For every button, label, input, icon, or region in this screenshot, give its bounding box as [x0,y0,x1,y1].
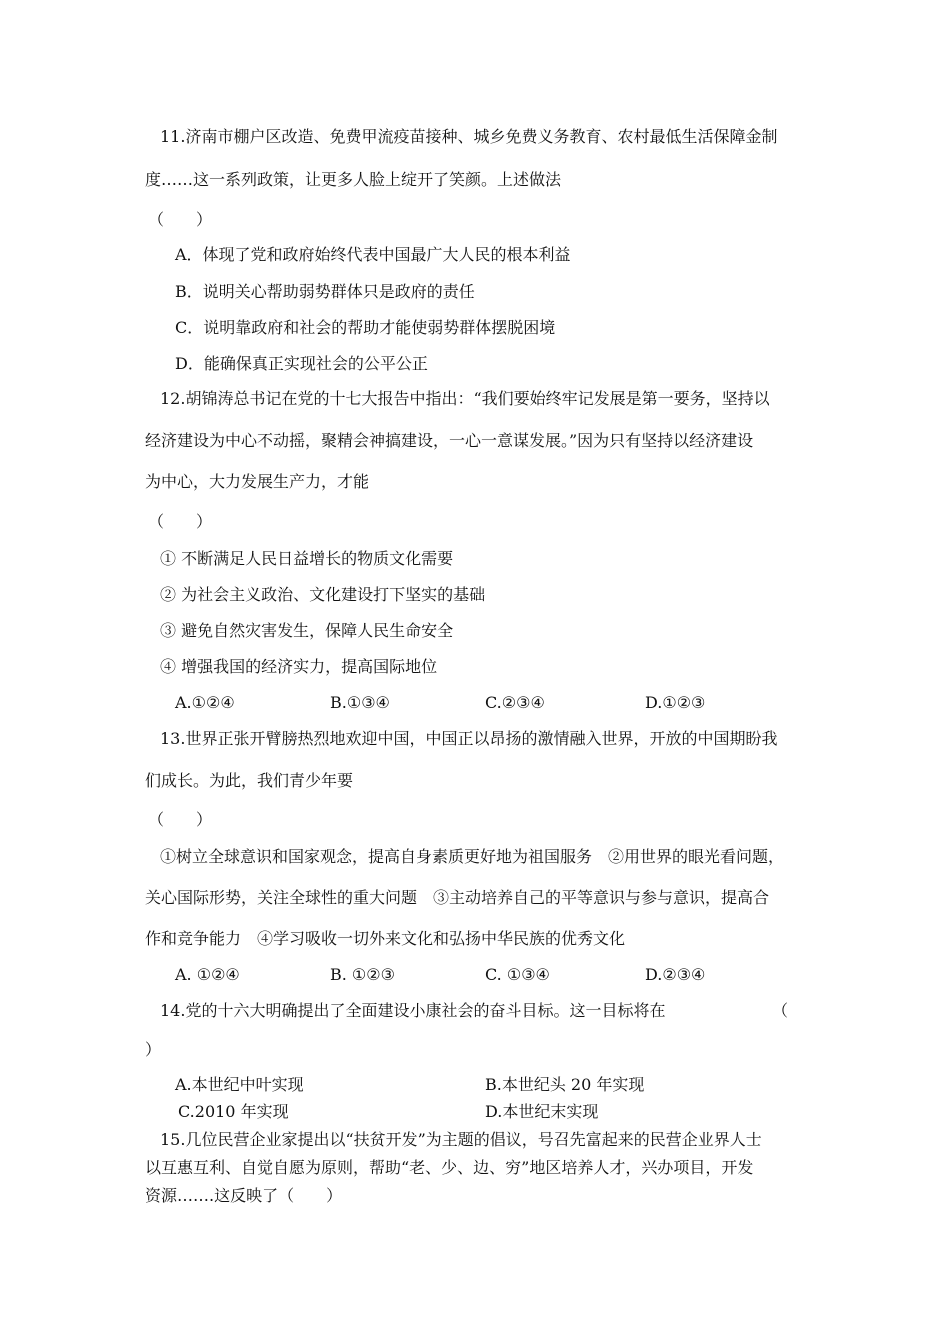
q12-choice-d: D.①②③ [645,693,706,712]
q13-body-line2: 关心国际形势，关注全球性的重大问题 ③主动培养自己的平等意识与参与意识，提高合 [145,888,770,907]
q11-option-b: B．说明关心帮助弱势群体只是政府的责任 [175,282,475,301]
q15-stem-line1: 15.几位民营企业家提出以“扶贫开发”为主题的倡议，号召先富起来的民营企业界人士 [160,1130,762,1149]
q12-answer-paren: （ ） [148,512,213,531]
q13-stem-line2: 们成长。为此，我们青少年要 [145,771,354,790]
q14-choice-a: A.本世纪中叶实现 [175,1075,304,1094]
q12-item-2: ② 为社会主义政治、文化建设打下坚实的基础 [160,585,486,604]
q12-choice-b: B.①③④ [330,693,390,712]
q11-answer-paren: （ ） [148,210,213,229]
q14-choice-b: B.本世纪头 20 年实现 [485,1075,645,1094]
q13-answer-paren: （ ） [148,810,213,829]
q12-stem-line3: 为中心，大力发展生产力，才能 [145,472,370,491]
q15-stem-line3: 资源…….这反映了（ ） [145,1186,343,1205]
q12-item-4: ④ 增强我国的经济实力，提高国际地位 [160,657,438,676]
q11-option-c: C．说明靠政府和社会的帮助才能使弱势群体摆脱困境 [175,318,556,337]
q11-stem-line1: 11.济南市棚户区改造、免费甲流疫苗接种、城乡免费义务教育、农村最低生活保障金制 [160,127,778,146]
q13-choice-c: C. ①③④ [485,965,550,984]
q11-option-d: D．能确保真正实现社会的公平公正 [175,354,428,373]
q13-stem-line1: 13.世界正张开臂膀热烈地欢迎中国，中国正以昂扬的激情融入世界，开放的中国期盼我 [160,729,778,748]
q13-body-line3: 作和竞争能力 ④学习吸收一切外来文化和弘扬中华民族的优秀文化 [145,929,626,948]
q11-stem-line2: 度……这一系列政策，让更多人脸上绽开了笑颜。上述做法 [145,170,562,189]
q13-choice-d: D.②③④ [645,965,706,984]
q14-choice-d: D.本世纪末实现 [485,1102,599,1121]
q12-choice-c: C.②③④ [485,693,545,712]
q15-stem-line2: 以互惠互利、自觉自愿为原则，帮助“老、少、边、穷”地区培养人才，兴办项目，开发 [145,1158,754,1177]
q14-choice-c: C.2010 年实现 [178,1102,289,1121]
q13-choice-b: B. ①②③ [330,965,395,984]
q13-body-line1: ①树立全球意识和国家观念，提高自身素质更好地为祖国服务 ②用世界的眼光看问题， [160,847,785,866]
q12-choice-a: A.①②④ [175,693,235,712]
q14-paren-close: ） [145,1040,162,1059]
q12-stem-line1: 12.胡锦涛总书记在党的十七大报告中指出：“我们要始终牢记发展是第一要务，坚持以 [160,389,770,408]
q12-item-1: ① 不断满足人民日益增长的物质文化需要 [160,549,454,568]
q13-choice-a: A. ①②④ [175,965,240,984]
q14-stem-line1: 14.党的十六大明确提出了全面建设小康社会的奋斗目标。这一目标将在 [160,1001,666,1020]
q14-paren-open: （ [772,1001,789,1020]
q11-option-a: A．体现了党和政府始终代表中国最广大人民的根本利益 [175,245,571,264]
q12-item-3: ③ 避免自然灾害发生，保障人民生命安全 [160,621,454,640]
q12-stem-line2: 经济建设为中心不动摇，聚精会神搞建设，一心一意谋发展。”因为只有坚持以经济建设 [145,431,754,450]
